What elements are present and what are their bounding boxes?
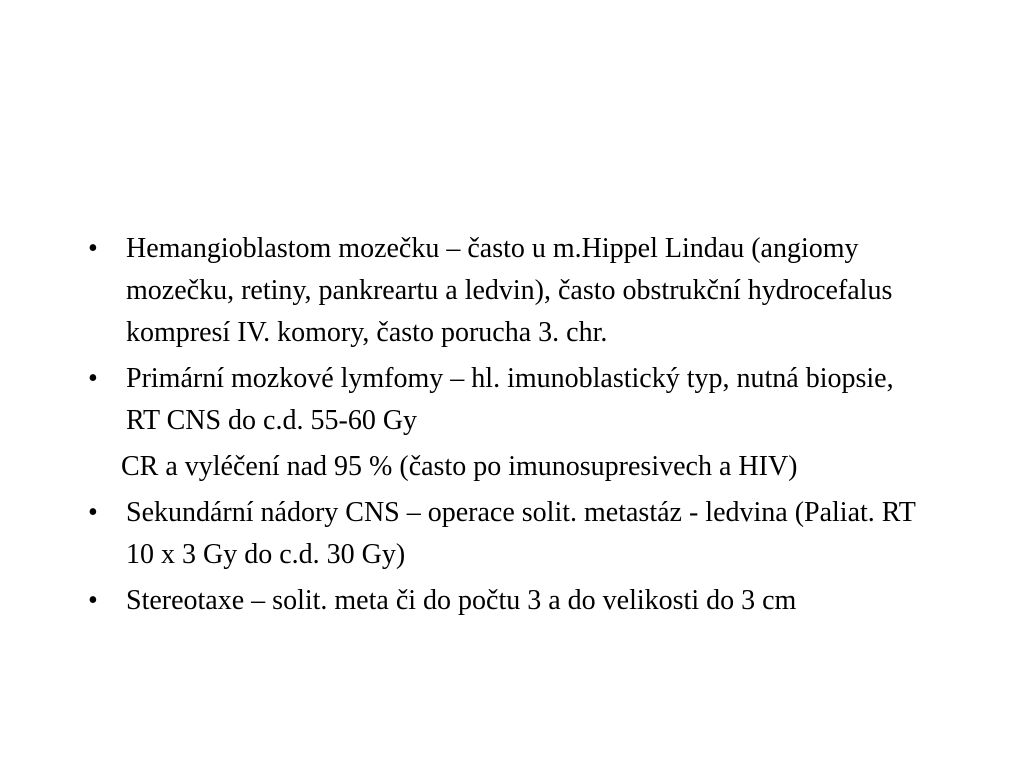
bullet-item-lymfomy (86, 358, 916, 442)
bullet-item-sekundarni (86, 492, 916, 576)
bullet-text: Hemangioblastom mozečku – často u m.Hippel Lindau (angiomy mozečku, retiny, pankreartu a ledvin), často obstrukční hydrocefalus kompresí IV. komory, často porucha 3. chr. (126, 233, 893, 348)
bullet-item-hemangioblastom (86, 228, 916, 354)
continuation-text: CR a vyléčení nad 95 % (často po imunosupresivech a HIV) (121, 451, 798, 482)
bullet-text: Primární mozkové lymfomy – hl. imunoblastický typ, nutná biopsie, RT CNS do c.d. 55-60 Gy (126, 363, 894, 436)
bullet-item-stereotaxe (86, 580, 916, 622)
continuation-item-cr (86, 446, 916, 488)
bullet-text: Stereotaxe – solit. meta či do počtu 3 a do velikosti do 3 cm (126, 585, 797, 616)
slide-body (86, 228, 916, 626)
bullet-text: Sekundární nádory CNS – operace solit. metastáz - ledvina (Paliat. RT 10 x 3 Gy do c.d. 30 Gy) (126, 497, 916, 570)
